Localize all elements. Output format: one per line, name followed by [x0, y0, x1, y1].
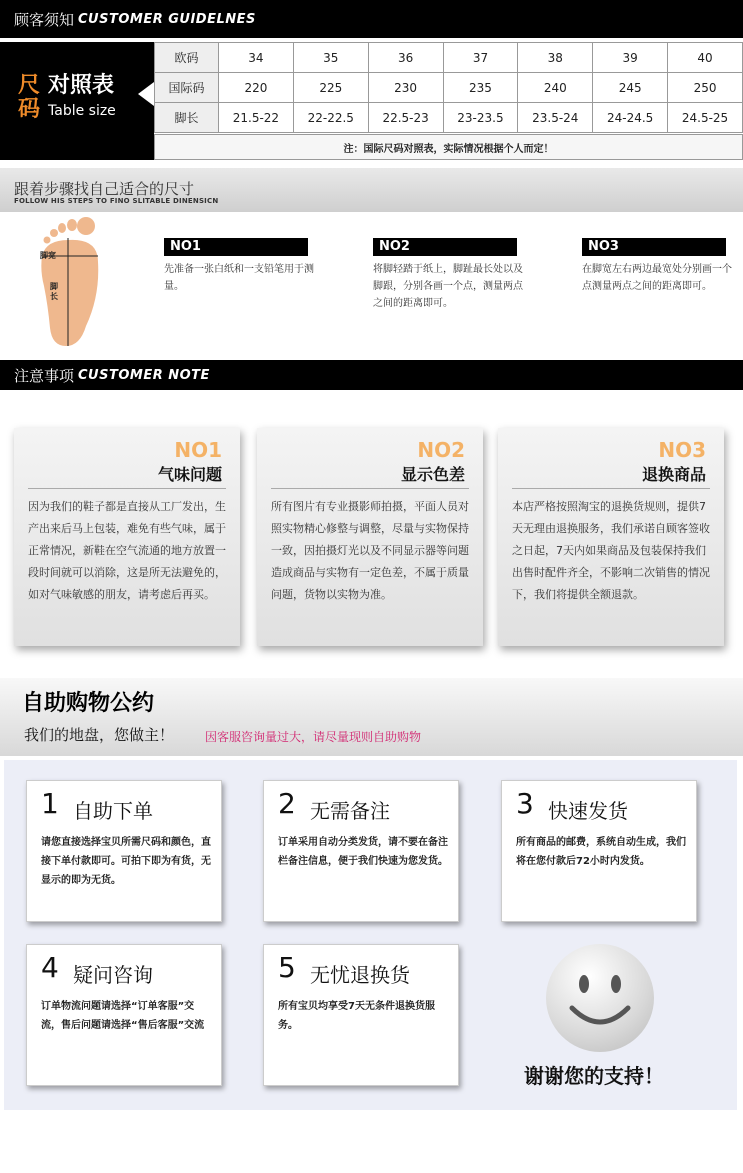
- table-cell: 230: [368, 73, 443, 103]
- smiley-face-icon: [546, 944, 654, 1052]
- foot-width-label: 脚宽: [40, 251, 56, 260]
- table-cell: 22-22.5: [293, 103, 368, 133]
- table-cell: 35: [293, 43, 368, 73]
- rule-body: 订单采用自动分类发货，请不要在备注栏备注信息，便于我们快速为您发货。: [278, 837, 448, 867]
- card-title: 显示色差: [400, 465, 465, 484]
- rule-number: 1: [41, 787, 59, 820]
- step-3: [582, 238, 732, 295]
- table-cell: 24.5-25: [668, 103, 743, 133]
- card-title: 气味问题: [157, 465, 222, 484]
- self-help-banner: [0, 678, 743, 756]
- step-head: NO2: [373, 238, 517, 256]
- table-cell: 23-23.5: [443, 103, 518, 133]
- rule-box-4: [26, 944, 222, 1086]
- self-help-subtitle: 我们的地盘，您做主！: [24, 726, 175, 744]
- size-label-chi1: 尺: [18, 73, 41, 98]
- table-cell: 37: [443, 43, 518, 73]
- table-cell: 24-24.5: [593, 103, 668, 133]
- thanks-text: 谢谢您的支持！: [524, 1064, 664, 1088]
- rule-number: 5: [278, 951, 296, 984]
- step-body: 先准备一张白纸和一支铅笔用于测量。: [164, 264, 314, 292]
- table-row: [155, 73, 743, 103]
- rule-head: 疑问咨询: [73, 963, 153, 987]
- size-label-chi2: 码: [18, 97, 41, 122]
- rule-number: 4: [41, 951, 59, 984]
- rule-box-3: [501, 780, 697, 922]
- card-title: 退换商品: [641, 465, 706, 484]
- size-label-title: 对照表: [48, 73, 115, 98]
- step-body: 将脚轻踏于纸上，脚趾最长处以及脚跟，分别各画一个点，测量两点之间的距离即可。: [373, 264, 523, 309]
- row-header: 国际码: [155, 73, 219, 103]
- rule-body: 请您直接选择宝贝所需尺码和颜色，直接下单付款即可。可拍下即为有货，无显示的即为无货。: [41, 837, 211, 886]
- table-cell: 36: [368, 43, 443, 73]
- size-table-label: [0, 42, 154, 160]
- steps-title: 跟着步骤找自己适合的尺寸: [14, 180, 195, 198]
- rule-box-1: [26, 780, 222, 922]
- rule-head: 无需备注: [310, 799, 390, 823]
- note-card-smell: [14, 428, 240, 646]
- step-2: [373, 238, 523, 312]
- card-body: 因为我们的鞋子都是直接从工厂发出，生产出来后马上包装，难免有些气味，属于正常情况，新鞋在空气流通的地方放置一段时间就可以消除，这是所无法避免的，如对气味敏感的朋友，请考虑后再买。: [28, 500, 226, 601]
- row-header: 欧码: [155, 43, 219, 73]
- rule-head: 快速发货: [548, 799, 628, 823]
- note-title-cn: 注意事项: [14, 366, 75, 385]
- card-number: NO2: [417, 438, 465, 462]
- row-header: 脚长: [155, 103, 219, 133]
- foot-measure-icon: [28, 216, 108, 351]
- table-cell: 240: [518, 73, 593, 103]
- size-note: 注：国际尺码对照表，实际情况根据个人而定！: [154, 134, 743, 160]
- rule-body: 所有宝贝均享受7天无条件退换货服务。: [278, 1001, 435, 1031]
- table-cell: 250: [668, 73, 743, 103]
- customer-note-header: [0, 360, 743, 390]
- steps-banner: [0, 168, 743, 212]
- rule-head: 自助下单: [73, 799, 153, 823]
- self-help-title: 自助购物公约: [22, 691, 155, 716]
- table-cell: 39: [593, 43, 668, 73]
- rule-number: 3: [516, 787, 534, 820]
- rule-box-5: [263, 944, 459, 1086]
- divider: [512, 488, 710, 489]
- table-cell: 235: [443, 73, 518, 103]
- table-row: [155, 103, 743, 133]
- card-body: 所有图片有专业摄影师拍摄，平面人员对照实物精心修整与调整，尽量与实物保持一致，因拍摄灯光以及不同显示器等问题造成商品与实物有一定色差，不属于质量问题，货物以实物为准。: [271, 500, 469, 601]
- size-label-en: Table size: [48, 103, 116, 119]
- guide-title-cn: 顾客须知: [14, 10, 75, 29]
- table-cell: 22.5-23: [368, 103, 443, 133]
- divider: [28, 488, 226, 489]
- customer-guide-header: [0, 0, 743, 38]
- size-table-section: [0, 42, 743, 162]
- card-number: NO1: [174, 438, 222, 462]
- table-cell: 245: [593, 73, 668, 103]
- foot-length-label: 脚长: [50, 282, 58, 301]
- guide-title-en: CUSTOMER GUIDELNES: [78, 11, 256, 27]
- table-cell: 21.5-22: [219, 103, 294, 133]
- table-cell: 40: [668, 43, 743, 73]
- pointer-arrow-icon: [138, 82, 154, 106]
- divider: [271, 488, 469, 489]
- rule-number: 2: [278, 787, 296, 820]
- table-cell: 225: [293, 73, 368, 103]
- note-card-color: [257, 428, 483, 646]
- card-number: NO3: [658, 438, 706, 462]
- step-head: NO1: [164, 238, 308, 256]
- step-1: [164, 238, 314, 295]
- table-cell: 38: [518, 43, 593, 73]
- card-body: 本店严格按照淘宝的退换货规则，提供7天无理由退换服务，我们承诺自顾客签收之日起，7天内如果商品及包装保持我们出售时配件齐全，不影响二次销售的情况下，我们将提供全额退款。: [512, 500, 710, 601]
- table-cell: 34: [219, 43, 294, 73]
- table-row: [155, 43, 743, 73]
- size-table: [154, 42, 743, 133]
- table-cell: 220: [219, 73, 294, 103]
- note-card-return: [498, 428, 724, 646]
- rule-head: 无忧退换货: [310, 963, 410, 987]
- rule-body: 订单物流问题请选择“订单客服”交流，售后问题请选择“售后客服”交流: [41, 1001, 205, 1031]
- steps-subtitle: FOLLOW HIS STEPS TO FINO SLITABLE DINENSICN: [14, 197, 219, 205]
- rule-body: 所有商品的邮费，系统自动生成，我们将在您付款后72小时内发货。: [516, 837, 686, 867]
- step-head: NO3: [582, 238, 726, 256]
- rule-box-2: [263, 780, 459, 922]
- step-body: 在脚宽左右两边最宽处分别画一个点测量两点之间的距离即可。: [582, 264, 732, 292]
- note-title-en: CUSTOMER NOTE: [78, 367, 210, 383]
- self-help-tip: 因客服咨询量过大，请尽量现则自助购物: [205, 730, 422, 744]
- table-cell: 23.5-24: [518, 103, 593, 133]
